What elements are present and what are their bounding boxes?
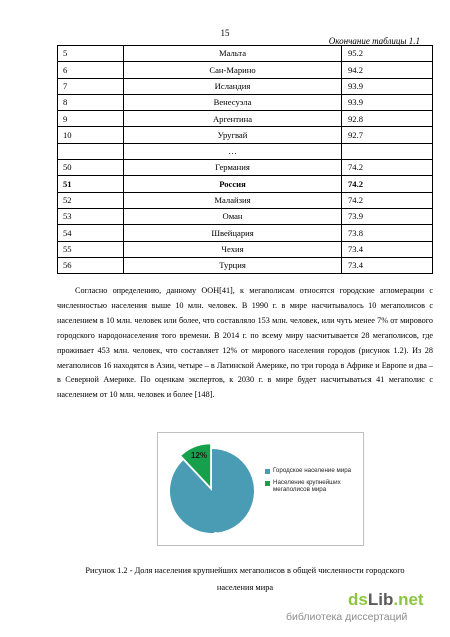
legend-item-urban [265,467,365,474]
dslib-tagline: библиотека диссертаций [286,611,408,623]
country-cell: Чехия [124,241,342,257]
legend-swatch-megacities [265,481,270,486]
rank-cell: 8 [58,94,124,110]
value-cell: 92.7 [342,127,433,143]
country-cell: Аргентина [124,111,342,127]
logo-ds: ds [348,590,368,609]
rank-cell: 54 [58,225,124,241]
table-row [58,127,433,143]
country-cell: Исландия [124,78,342,94]
country-cell: Сан-Марино [124,62,342,78]
value-cell: 74.2 [342,192,433,208]
country-cell: Малайзия [124,192,342,208]
page-number: 15 [220,28,230,38]
rank-cell: 51 [58,176,124,192]
table-row [58,78,433,94]
value-cell: 74.2 [342,176,433,192]
country-cell: … [124,143,342,159]
pie-slice-urban [170,449,254,533]
rank-cell: 5 [58,46,124,62]
table-row [58,111,433,127]
value-cell: 73.8 [342,225,433,241]
country-cell: Германия [124,160,342,176]
country-cell: Мальта [124,46,342,62]
legend-swatch-urban [265,469,270,474]
table-row [58,257,433,273]
country-cell: Швейцария [124,225,342,241]
table-row [58,225,433,241]
body-paragraph: Согласно определению, данному ООН[41], к мегаполисам относятся городские агломерации с численностью населения выше 10 млн. человек. В 1990 г. в мире насчитывалось 10 мегаполисов с населением в 10 млн. человек или более, что составляло 153 млн. человек, или чуть менее 7% от мирового городского народонаселения того времени. В 2014 г. по всему миру насчитывается 28 мегаполисов, где проживает 453 млн. человек, что составляет 12% от мирового населения городов (рисунок 1.2). Из 28 мегаполисов 16 находятся в Азии, четыре – в Латинской Америке, по три города в Африке и Европе и два – в Северной Америке. По оценкам экспертов, к 2030 г. в мире будет насчитываться 41 мегаполис с населением от 10 млн. человек и более [148]. [57,286,433,400]
pie-label-megacities: 12% [191,451,208,461]
legend-label-megacities: Население крупнейших мегаполисов мира [273,479,341,494]
value-cell: 94.2 [342,62,433,78]
chart-legend [265,467,365,499]
country-cell: Россия [124,176,342,192]
country-cell: Уругвай [124,127,342,143]
caption-line-2: населения мира [216,583,274,592]
rank-cell: 52 [58,192,124,208]
country-cell: Турция [124,257,342,273]
table-row [58,94,433,110]
rank-cell: 9 [58,111,124,127]
value-cell: 73.9 [342,208,433,224]
table-row [58,62,433,78]
table-row [58,241,433,257]
table-row [58,192,433,208]
country-cell: Венесуэла [124,94,342,110]
rank-cell: 53 [58,208,124,224]
value-cell: 73.4 [342,241,433,257]
value-cell: 74.2 [342,160,433,176]
logo-net: .net [393,590,424,609]
caption-line-1: Рисунок 1.2 - Доля населения крупнейших мегаполисов в общей численности городского [85,566,405,575]
rank-cell: 6 [58,62,124,78]
table-row [58,160,433,176]
table-row [58,176,433,192]
value-cell: 73.4 [342,257,433,273]
rank-cell: 50 [58,160,124,176]
value-cell: 93.9 [342,78,433,94]
dslib-logo [348,590,424,610]
rank-cell: 10 [58,127,124,143]
rank-cell: 55 [58,241,124,257]
table-row [58,208,433,224]
value-cell: 95.2 [342,46,433,62]
pie-chart [157,432,364,546]
rank-cell: 7 [58,78,124,94]
table-row [58,143,433,159]
value-cell: 93.9 [342,94,433,110]
legend-item-megacities [265,479,365,493]
legend-label-urban: Городское население мира [273,467,352,474]
country-cell: Оман [124,208,342,224]
value-cell: 92.8 [342,111,433,127]
urbanization-table [57,45,433,274]
table-row [58,46,433,62]
rank-cell: 56 [58,257,124,273]
pie-label-urban: 88 % [213,530,232,540]
value-cell [342,143,433,159]
logo-lib: Lib [367,590,394,609]
rank-cell [58,143,124,159]
table-continuation-label: Окончание таблицы 1.1 [328,36,420,46]
